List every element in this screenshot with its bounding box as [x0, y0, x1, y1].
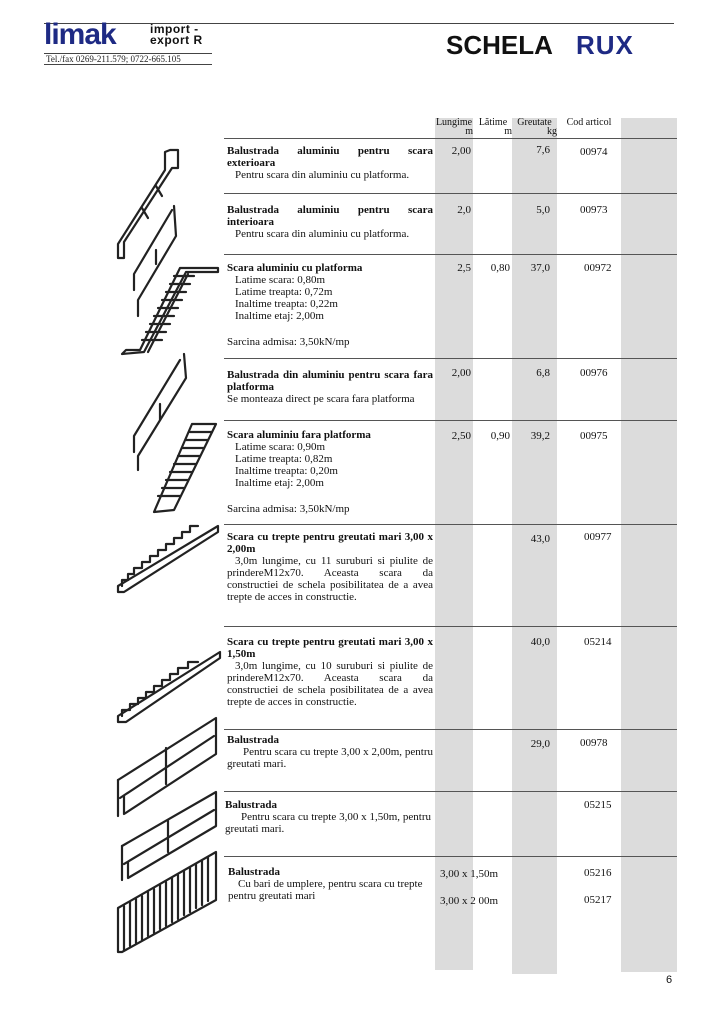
- lungime-value: 2,50: [451, 430, 471, 442]
- header-rule-under-phone: [44, 64, 212, 65]
- col-header-greutate: Greutate kg: [517, 117, 557, 137]
- product-desc: Pentru scara cu trepte 3,00 x 2,00m, pentru greutati mari.: [227, 746, 433, 770]
- product-title: Balustrada aluminiu pentru scara exterioara: [227, 145, 433, 169]
- row-separator: [224, 626, 677, 627]
- header-rule-top: [44, 23, 674, 24]
- greutate-value: 43,0: [530, 533, 550, 545]
- article-code: 00973: [580, 204, 608, 216]
- product-title: Scara aluminiu fara platforma: [227, 429, 371, 441]
- article-code: 05215: [584, 799, 612, 811]
- greutate-value: 40,0: [530, 636, 550, 648]
- lungime-value: 2,0: [457, 204, 471, 216]
- product-spec: Latime scara: 0,80m: [235, 274, 326, 286]
- product-spec: Latime treapta: 0,72m: [235, 286, 333, 298]
- product-load: Sarcina admisa: 3,50kN/mp: [227, 336, 350, 348]
- stair-platform-illustration: [122, 268, 218, 354]
- row-separator: [224, 138, 677, 139]
- lungime-column-band: [435, 118, 473, 970]
- table-row: [225, 799, 431, 835]
- product-spec: Latime treapta: 0,82m: [235, 453, 333, 465]
- exterior-railing-illustration: [118, 150, 178, 258]
- table-row: [227, 734, 433, 770]
- company-logo-subtitle: [150, 24, 203, 46]
- heavy-stair-1-5m-illustration: [118, 652, 220, 722]
- table-row: [227, 262, 433, 348]
- article-code: 00978: [580, 737, 608, 749]
- row-separator: [224, 729, 677, 730]
- col-header-cod: Cod articol: [566, 117, 612, 128]
- row-separator: [224, 791, 677, 792]
- row-separator: [224, 524, 677, 525]
- catalog-title: SCHELA: [446, 30, 553, 60]
- col-header-lungime: Lungime m: [435, 117, 473, 137]
- article-code: 05217: [584, 894, 612, 906]
- table-row: [227, 429, 433, 515]
- greutate-column-band: [512, 118, 557, 974]
- product-desc: Cu bari de umplere, pentru scara cu trepte pentru greutati mari: [228, 878, 423, 902]
- article-code: 00976: [580, 367, 608, 379]
- lungime-value: 3,00 x 2 00m: [440, 895, 499, 907]
- article-code: 05216: [584, 867, 612, 879]
- greutate-value: 7,6: [536, 144, 550, 156]
- greutate-value: 39,2: [530, 430, 550, 442]
- table-row: [227, 145, 433, 181]
- product-desc: Pentru scara din aluminiu cu platforma.: [235, 169, 410, 181]
- table-row: [227, 369, 433, 405]
- greutate-value: 37,0: [530, 262, 550, 274]
- row-separator: [224, 193, 677, 194]
- product-title: Balustrada din aluminiu pentru scara fara platforma: [227, 369, 433, 393]
- article-code: 00972: [584, 262, 612, 274]
- greutate-value: 29,0: [530, 738, 550, 750]
- article-code: 00977: [584, 531, 612, 543]
- row-separator: [224, 856, 677, 857]
- product-desc: Se monteaza direct pe scara fara platforma: [227, 393, 415, 405]
- product-title: Balustrada: [225, 799, 277, 811]
- product-title: Scara cu trepte pentru greutati mari 3,00 x 2,00m: [227, 531, 433, 555]
- logo-sub-line-1: import -: [150, 22, 199, 36]
- logo-sub-line-2: export R: [150, 33, 203, 47]
- product-desc: 3,0m lungime, cu 11 suruburi si piulite de prindereM12x70. Aceasta scara da constructiei de schela posibilitatea de a avea trepte de acces in constructie.: [227, 555, 433, 603]
- table-row: [228, 866, 434, 902]
- company-logo: limak: [44, 18, 116, 51]
- lungime-value: 2,5: [457, 262, 471, 274]
- product-load: Sarcina admisa: 3,50kN/mp: [227, 503, 350, 515]
- greutate-value: 5,0: [536, 204, 550, 216]
- row-separator: [224, 420, 677, 421]
- product-title: Scara aluminiu cu platforma: [227, 262, 363, 274]
- table-row: [227, 636, 433, 708]
- product-desc: 3,0m lungime, cu 10 suruburi si piulite de prindereM12x70. Aceasta scara da constructiei de schela posibilitatea de a avea trepte de acces in constructie.: [227, 660, 433, 708]
- latime-value: 0,80: [490, 262, 510, 274]
- row-separator: [224, 358, 677, 359]
- heavy-stair-2m-illustration: [118, 526, 218, 592]
- stair-no-platform-illustration: [154, 424, 216, 512]
- article-code: 05214: [584, 636, 612, 648]
- product-title: Balustrada: [227, 734, 279, 746]
- page-number: 6: [666, 974, 673, 986]
- article-code: 00975: [580, 430, 608, 442]
- lungime-value: 3,00 x 1,50m: [440, 868, 499, 880]
- latime-value: 0,90: [490, 430, 510, 442]
- lungime-value: 2,00: [451, 367, 471, 379]
- product-spec: Inaltime etaj: 2,00m: [235, 477, 324, 489]
- product-title: Scara cu trepte pentru greutati mari 3,00 x 1,50m: [227, 636, 433, 660]
- article-code: 00974: [580, 146, 608, 158]
- product-spec: Latime scara: 0,90m: [235, 441, 326, 453]
- table-row: [227, 531, 433, 603]
- product-title: Balustrada: [228, 866, 280, 878]
- greutate-value: 6,8: [536, 367, 550, 379]
- product-spec: Inaltime treapta: 0,22m: [235, 298, 338, 310]
- product-spec: Inaltime treapta: 0,20m: [235, 465, 338, 477]
- product-title: Balustrada aluminiu pentru scara interioara: [227, 204, 433, 228]
- product-spec: Inaltime etaj: 2,00m: [235, 310, 324, 322]
- infill-railing-illustration: [118, 852, 216, 952]
- extra-column-band: [621, 118, 677, 972]
- product-desc: Pentru scara din aluminiu cu platforma.: [235, 228, 410, 240]
- col-header-latime: Lătime m: [478, 117, 512, 137]
- contact-phone: Tel./fax 0269-211.579; 0722-665.105: [46, 54, 181, 64]
- row-separator: [224, 254, 677, 255]
- brand-logo: RUX: [576, 30, 634, 60]
- product-desc: Pentru scara cu trepte 3,00 x 1,50m, pentru greutati mari.: [225, 811, 431, 835]
- railing-no-platform-illustration: [134, 354, 186, 470]
- table-row: [227, 204, 433, 240]
- lungime-value: 2,00: [451, 145, 471, 157]
- product-illustrations: [108, 140, 228, 960]
